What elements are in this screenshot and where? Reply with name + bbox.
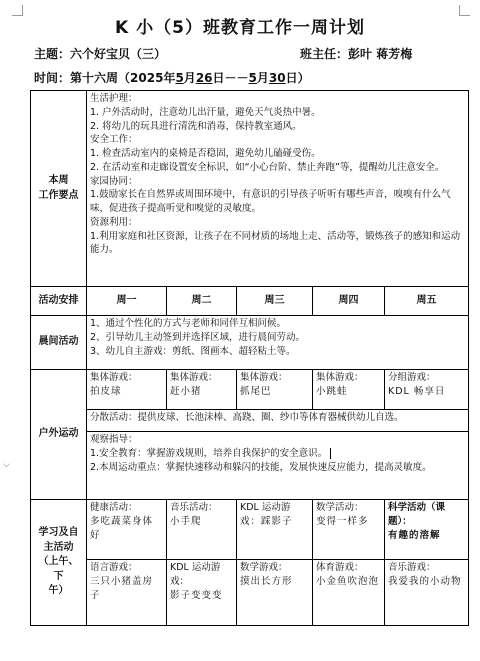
learning-label-line: 学习及自: [38, 527, 79, 539]
game-cell[interactable]: [385, 370, 469, 410]
game-head: 集体游戏：: [90, 372, 138, 383]
game-head: 集体游戏：: [170, 372, 218, 383]
game-text: 赶小猪: [170, 385, 202, 397]
teacher-names: 彭叶 蒋芳梅: [348, 47, 413, 61]
teacher-line: [300, 45, 412, 62]
focus-content[interactable]: [87, 91, 469, 287]
learning-head: 语言游戏：: [90, 562, 138, 573]
morning-line: 1、通过个性化的方式与老师和同伴互相问候。: [90, 318, 287, 329]
date-start-month: 5: [175, 71, 184, 85]
game-text: KDL 畅享日: [388, 385, 446, 397]
focus-line: 1.鼓励家长在自然界或周围环境中，有意识的引导孩子听听有哪些声音，嗅嗅有什么气味，促进孩子提高听觉和嗅觉的灵敏度。: [90, 189, 451, 215]
chevron-down-icon[interactable]: ⌵: [3, 460, 10, 470]
day-header: 周三: [237, 287, 313, 316]
date-part: 日－－: [212, 71, 249, 85]
learning-label-line: 主活动: [43, 541, 74, 553]
scatter-activity[interactable]: 分散活动：提供皮球、长池沫棒、高跷、圈、纱巾等体育器械供幼儿自选。: [87, 410, 469, 432]
schedule-header-row: [31, 287, 469, 316]
game-text: 抓尾巴: [240, 385, 272, 397]
observe-line: [90, 447, 465, 461]
learning-head: 数学游戏：: [240, 562, 288, 573]
game-text: 拍皮球: [90, 385, 122, 397]
game-cell[interactable]: [237, 370, 313, 410]
learning-text: 影子变变变: [170, 589, 223, 601]
learning-head: 体育游戏：: [316, 562, 364, 573]
learning-text: 小金鱼吹泡泡: [316, 575, 380, 587]
learning-cell[interactable]: [87, 560, 167, 626]
morning-row: [31, 316, 469, 370]
learning-head: 数学活动：: [316, 502, 364, 513]
schedule-label: 活动安排: [31, 287, 87, 316]
learning-cell[interactable]: [385, 500, 469, 560]
learning-cell[interactable]: [167, 560, 237, 626]
text-cursor: [330, 448, 331, 459]
learning-cell[interactable]: [313, 500, 385, 560]
learning-row-2: [31, 560, 469, 626]
focus-label: [31, 91, 87, 287]
day-header: 周四: [313, 287, 385, 316]
outdoor-games-row: [31, 370, 469, 410]
learning-text: 变得一样多: [316, 515, 369, 527]
learning-cell[interactable]: [167, 500, 237, 560]
date-start-day: 26: [195, 71, 213, 85]
learning-head: KDL 运动游: [240, 502, 291, 513]
learning-cell[interactable]: [237, 560, 313, 626]
learning-label-line: 午）: [48, 585, 69, 597]
learning-text: 摸出长方形: [240, 575, 293, 587]
day-header: 周二: [167, 287, 237, 316]
focus-line: 安全工作：: [90, 134, 138, 146]
date-end-day: 30: [268, 71, 286, 85]
outdoor-scatter-row: [31, 410, 469, 432]
focus-line: 1. 检查活动室内的桌椅是否稳固，避免幼儿磕碰受伤。: [90, 148, 321, 160]
learning-head: KDL 运动游戏：: [170, 562, 221, 587]
focus-line: 2. 在活动室和走廊设置安全标识，如“小心台阶、禁止奔跑”等，提醒幼儿注意安全。: [90, 161, 445, 173]
game-text: 小跳蛙: [316, 385, 348, 397]
outdoor-label: 户外运动: [31, 370, 87, 500]
learning-head: 健康活动：: [90, 502, 138, 513]
focus-line: 家园协同：: [90, 175, 138, 187]
learning-text: 三只小猪盖房子: [90, 575, 154, 601]
date-end-month: 5: [248, 71, 257, 85]
learning-text: 我爱我的小动物: [388, 575, 462, 587]
learning-text: 戏：踩影子: [240, 515, 293, 527]
theme-line: [34, 45, 166, 62]
date-part: （2025年: [118, 71, 176, 85]
day-header: 周五: [385, 287, 469, 316]
learning-row-1: [31, 500, 469, 560]
weekly-plan-table: [30, 90, 469, 626]
focus-label-line: 工作要点: [38, 189, 79, 201]
week-number: 第十六周: [70, 71, 119, 85]
game-cell[interactable]: [313, 370, 385, 410]
morning-content[interactable]: [87, 316, 469, 370]
date-part: 月: [256, 71, 269, 85]
time-line: [34, 69, 310, 86]
learning-cell[interactable]: [313, 560, 385, 626]
morning-label: 晨间活动: [31, 316, 87, 370]
observe-text: 1.安全教育：掌握游戏规则，培养自我保护的安全意识。: [90, 447, 328, 459]
game-head: 集体游戏：: [316, 372, 364, 383]
game-cell[interactable]: [167, 370, 237, 410]
focus-line: 生活护理：: [90, 93, 138, 104]
theme-value: 六个好宝贝（三）: [70, 47, 167, 61]
time-label: 时间：: [34, 71, 71, 85]
game-head: 集体游戏：: [240, 372, 288, 383]
learning-text: 多吃蔬菜身体好: [90, 515, 154, 541]
game-head: 分组游戏：: [388, 372, 436, 383]
focus-line: 2. 将幼儿的玩具进行清洗和消毒，保持教室通风。: [90, 120, 302, 132]
learning-text: 小手爬: [170, 515, 202, 527]
morning-line: 2、引导幼儿主动签到并选择区域，进行晨间劳动。: [90, 331, 306, 343]
learning-head: 音乐游戏：: [388, 562, 436, 573]
focus-row: [31, 91, 469, 287]
theme-label: 主题：: [34, 47, 71, 61]
teacher-label: 班主任：: [300, 47, 349, 61]
learning-text: 有趣的溶解: [388, 529, 441, 541]
observation-guidance[interactable]: [87, 432, 469, 500]
learning-label-line: （上午、下: [38, 556, 79, 582]
focus-line: 1. 户外活动时，注意幼儿出汗量，避免天气炎热中暑。: [90, 106, 321, 118]
learning-head: 音乐活动：: [170, 502, 218, 513]
observe-line: 2.本周运动重点：掌握快速移动和躲闪的技能，发展快速反应能力，提高灵敏度。: [90, 461, 432, 473]
learning-cell[interactable]: [237, 500, 313, 560]
learning-cell[interactable]: [385, 560, 469, 626]
date-part: 日）: [285, 71, 310, 85]
learning-cell[interactable]: [87, 500, 167, 560]
game-cell[interactable]: [87, 370, 167, 410]
page-title: K 小（5）班教育工作一周计划: [115, 18, 365, 38]
observe-line: 观察指导：: [90, 434, 138, 445]
focus-line: 资源利用：: [90, 216, 138, 228]
morning-line: 3、幼儿自主游戏：剪纸、图画本、超轻粘土等。: [90, 345, 296, 357]
learning-head: 科学活动（课题）：: [388, 502, 446, 527]
date-part: 月: [183, 71, 196, 85]
day-header: 周一: [87, 287, 167, 316]
focus-line: 1.利用家庭和社区资源，让孩子在不同材质的场地上走、活动等，锻炼孩子的感知和运动能力。: [90, 230, 461, 256]
focus-label-line: 本周: [48, 175, 69, 186]
learning-label: [31, 500, 87, 626]
outdoor-observe-row: [31, 432, 469, 500]
